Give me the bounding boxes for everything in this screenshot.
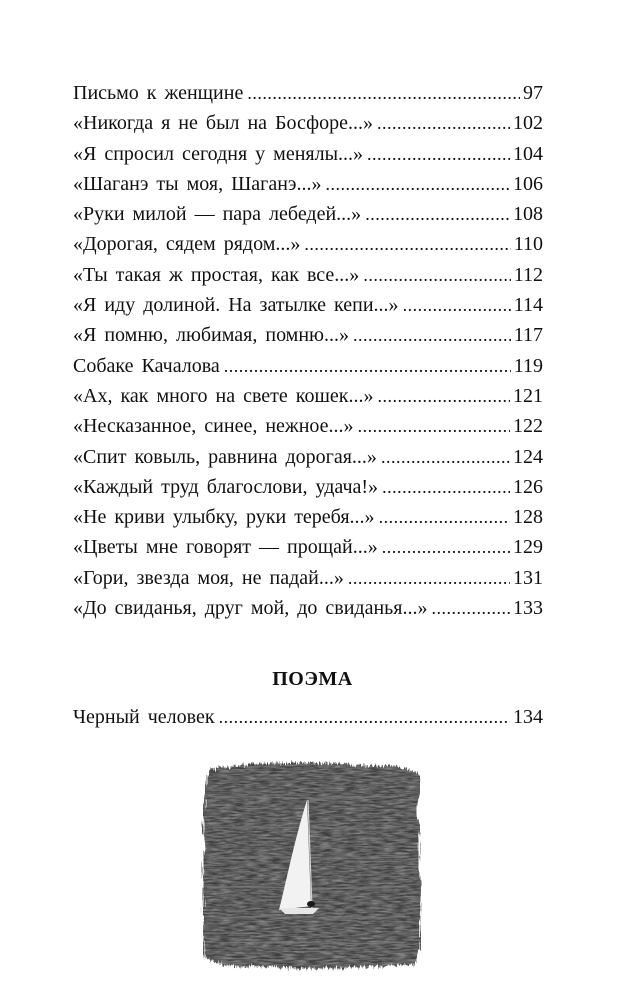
toc-entry[interactable] <box>73 502 543 532</box>
toc-entry[interactable] <box>73 532 543 562</box>
toc-entry-title: «Я помню, любимая, помню...» <box>73 324 349 347</box>
toc-leader-dots <box>367 139 510 169</box>
toc-entry-page: 131 <box>513 566 543 589</box>
toc-leader-dots <box>403 290 511 320</box>
toc-entry-page: 108 <box>513 203 543 226</box>
toc-entry[interactable] <box>73 169 543 199</box>
toc-entry-title: Письмо к женщине <box>73 82 244 104</box>
toc-entry[interactable] <box>73 411 543 441</box>
toc-entry-title: «Спит ковыль, равнина дорогая...» <box>73 445 377 468</box>
toc-entry-page: 102 <box>513 112 543 135</box>
sailboat-illustration <box>195 758 427 973</box>
toc-entry[interactable] <box>73 563 543 593</box>
toc-entry-title: «Каждый труд благослови, удача!» <box>73 475 379 498</box>
toc-leader-dots <box>432 593 511 623</box>
toc-entry-page: 97 <box>523 82 543 104</box>
toc-entry-page: 134 <box>513 706 543 728</box>
toc-entry-title: «Руки милой — пара лебедей...» <box>73 203 362 226</box>
toc-entry-page: 121 <box>513 384 543 407</box>
toc-entry[interactable] <box>73 593 543 623</box>
toc-entry-page: 104 <box>513 142 543 165</box>
toc-entry[interactable] <box>73 78 543 108</box>
toc-entry[interactable] <box>73 199 543 229</box>
toc-leader-dots <box>377 108 510 138</box>
toc-entry-page: 112 <box>513 263 543 286</box>
toc-leader-dots <box>219 702 510 732</box>
toc-entry-title: «Несказанное, синее, нежное...» <box>73 415 354 438</box>
toc-entry-title: «Дорогая, сядем рядом...» <box>73 233 301 256</box>
toc-entry-page: 128 <box>513 506 543 529</box>
toc-leader-dots <box>382 532 510 562</box>
toc-entry-title: Черный человек <box>73 706 215 728</box>
toc-entry-page: 114 <box>513 294 543 317</box>
toc-leader-dots <box>382 472 510 502</box>
toc-entry-page: 124 <box>513 445 543 468</box>
toc-leader-dots <box>381 442 510 472</box>
toc-leader-dots <box>363 260 510 290</box>
toc-entry-title: «Не криви улыбку, руки теребя...» <box>73 506 375 529</box>
toc-entry[interactable] <box>73 320 543 350</box>
toc-leader-dots <box>379 502 510 532</box>
table-of-contents <box>73 78 543 623</box>
poem-section-contents <box>73 702 543 732</box>
toc-entry[interactable] <box>73 260 543 290</box>
toc-leader-dots <box>348 563 510 593</box>
toc-leader-dots <box>326 169 511 199</box>
toc-entry-page: 126 <box>513 475 543 498</box>
toc-entry[interactable] <box>73 108 543 138</box>
toc-entry-title: Собаке Качалова <box>73 354 220 377</box>
toc-leader-dots <box>358 411 510 441</box>
hull <box>279 908 319 914</box>
toc-entry-title: «Гори, звезда моя, не падай...» <box>73 566 344 589</box>
toc-entry-page: 119 <box>513 354 543 377</box>
toc-entry[interactable] <box>73 381 543 411</box>
toc-entry-page: 122 <box>513 415 543 438</box>
toc-entry[interactable] <box>73 351 543 381</box>
toc-entry-title: «Цветы мне говорят — прощай...» <box>73 536 378 559</box>
toc-entry[interactable] <box>73 229 543 259</box>
toc-entry-title: «Ах, как много на свете кошек...» <box>73 384 374 407</box>
toc-entry-title: «Я иду долиной. На затылке кепи...» <box>73 294 399 317</box>
toc-entry[interactable] <box>73 472 543 502</box>
toc-leader-dots <box>378 381 511 411</box>
toc-leader-dots <box>224 351 511 381</box>
toc-leader-dots <box>353 320 511 350</box>
toc-entry[interactable] <box>73 139 543 169</box>
toc-entry-title: «Ты такая ж простая, как все...» <box>73 263 360 286</box>
toc-entry-page: 110 <box>513 233 543 256</box>
toc-entry-page: 106 <box>513 172 543 195</box>
toc-entry-page: 117 <box>513 324 543 347</box>
toc-entry-page: 129 <box>513 536 543 559</box>
section-heading-poem: ПОЭМА <box>272 668 353 690</box>
toc-leader-dots <box>247 78 520 108</box>
toc-entry-title: «Шаганэ ты моя, Шаганэ...» <box>73 172 322 195</box>
toc-entry-title: «Никогда я не был на Босфоре...» <box>73 112 373 135</box>
toc-entry[interactable] <box>73 442 543 472</box>
boat-figure <box>307 901 315 907</box>
toc-entry-title: «До свиданья, друг мой, до свиданья...» <box>73 597 428 620</box>
toc-leader-dots <box>365 199 510 229</box>
toc-entry-title: «Я спросил сегодня у менялы...» <box>73 142 364 165</box>
toc-entry[interactable] <box>73 702 543 732</box>
toc-entry[interactable] <box>73 290 543 320</box>
toc-leader-dots <box>304 229 510 259</box>
toc-entry-page: 133 <box>513 597 543 620</box>
